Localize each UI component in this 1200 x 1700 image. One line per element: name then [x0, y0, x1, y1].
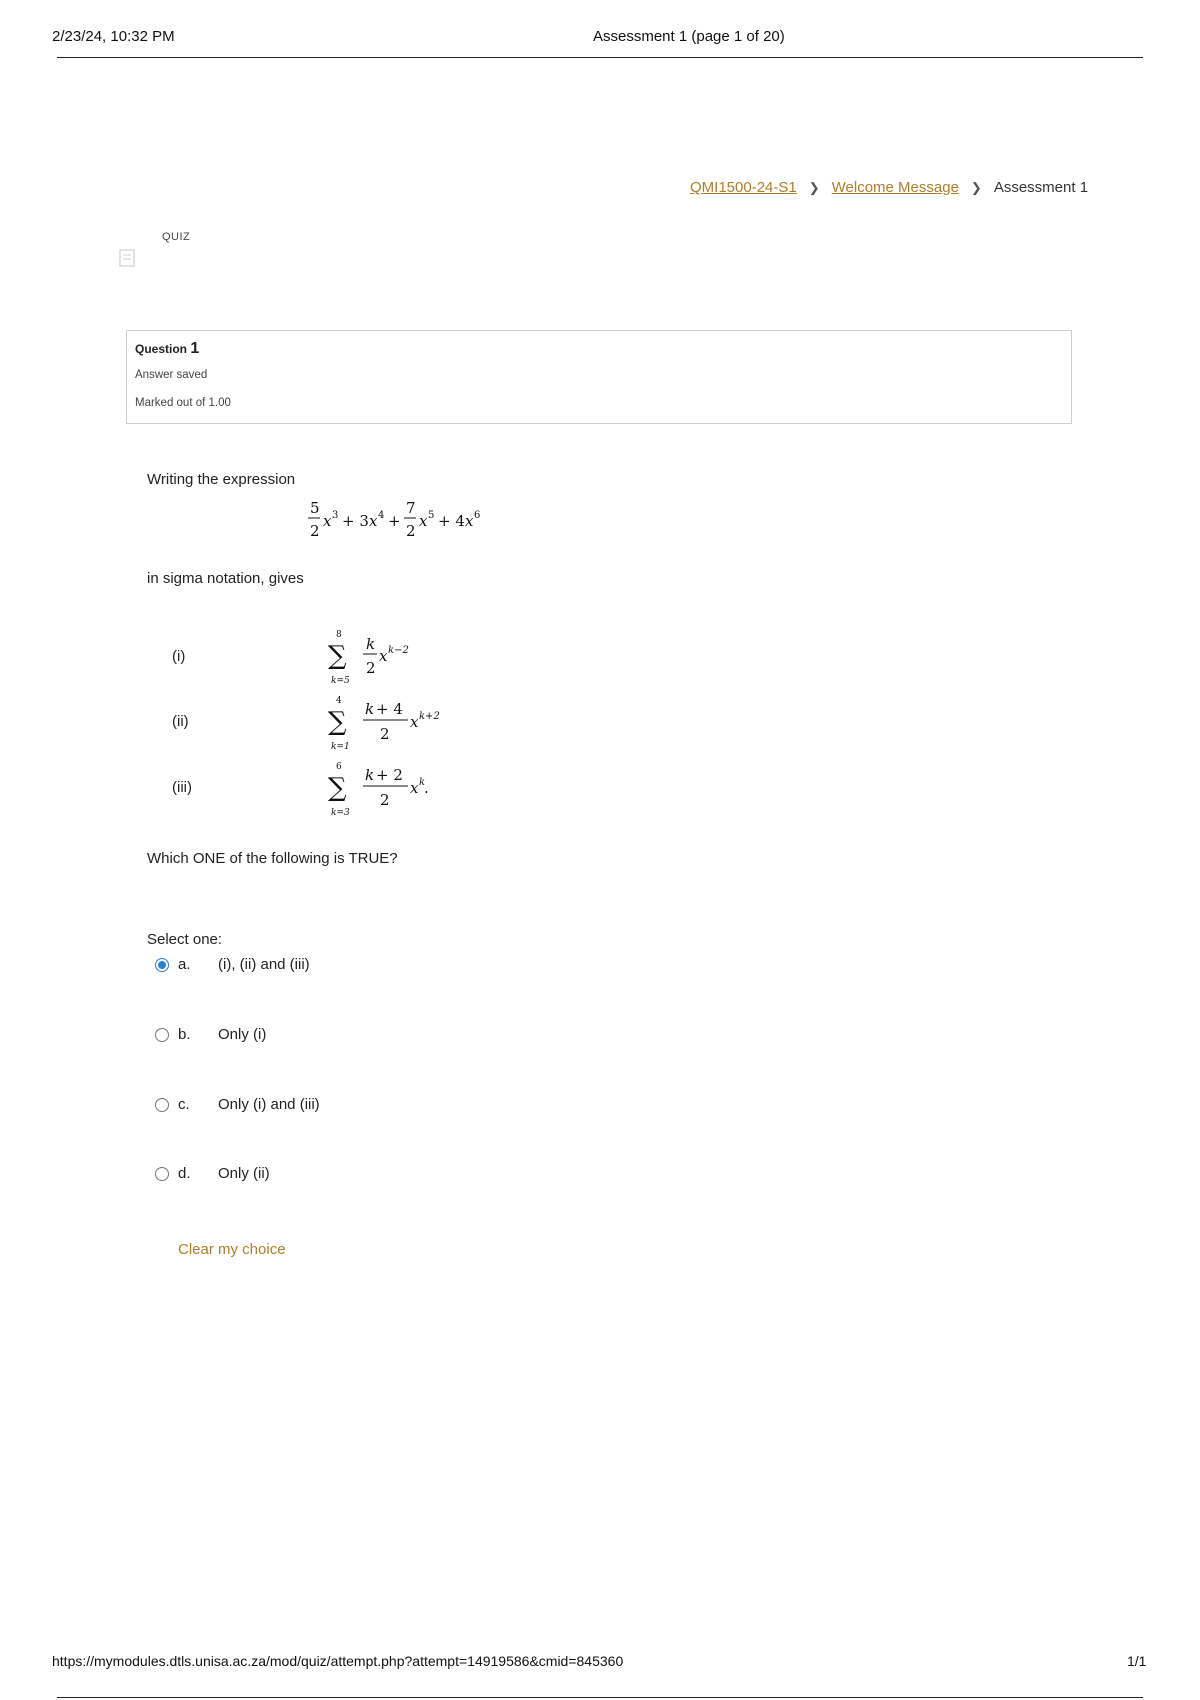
- svg-text:k=3: k=3: [331, 808, 350, 818]
- svg-text:x: x: [465, 512, 474, 530]
- option-letter-a: a.: [178, 956, 191, 973]
- chevron-right-icon: ❯: [808, 179, 820, 195]
- answer-option-a[interactable]: [155, 956, 310, 973]
- radio-button-c[interactable]: [155, 1098, 169, 1112]
- svg-text:+ 4: + 4: [376, 700, 403, 718]
- option-text-b: Only (i): [218, 1026, 267, 1043]
- svg-text:k=5: k=5: [331, 676, 350, 686]
- question-prompt: Which ONE of the following is TRUE?: [147, 850, 398, 867]
- svg-text:7: 7: [406, 499, 416, 517]
- option-letter-b: b.: [178, 1026, 191, 1043]
- svg-text:k: k: [419, 777, 426, 788]
- breadcrumb-course-link[interactable]: QMI1500-24-S1: [690, 179, 797, 196]
- svg-text:x: x: [369, 512, 378, 530]
- svg-text:k: k: [365, 700, 375, 718]
- svg-text:2: 2: [380, 791, 390, 809]
- question-info-box: [126, 330, 1072, 424]
- svg-text:x: x: [379, 647, 388, 665]
- question-intro: Writing the expression: [147, 471, 296, 488]
- svg-text:k: k: [365, 766, 375, 784]
- question-status: Answer saved: [135, 369, 208, 381]
- option-text-c: Only (i) and (iii): [218, 1096, 320, 1113]
- print-page-title: Assessment 1 (page 1 of 20): [593, 28, 785, 45]
- svg-text:2: 2: [310, 522, 320, 540]
- svg-text:5: 5: [310, 499, 320, 517]
- statement-label-i: (i): [172, 648, 186, 665]
- svg-text:6: 6: [474, 510, 481, 521]
- svg-text:k−2: k−2: [388, 645, 409, 656]
- svg-text:5: 5: [428, 510, 435, 521]
- print-url: https://mymodules.dtls.unisa.ac.za/mod/quiz/attempt.php?attempt=14919586&cmid=845360: [52, 1653, 624, 1669]
- option-text-a: (i), (ii) and (iii): [218, 956, 310, 973]
- radio-button-b[interactable]: [155, 1028, 169, 1042]
- quiz-icon: [118, 248, 138, 268]
- svg-text:k=1: k=1: [331, 742, 350, 752]
- breadcrumb: [690, 179, 1088, 196]
- svg-text:2: 2: [380, 725, 390, 743]
- statement-label-ii: (ii): [172, 713, 189, 730]
- svg-text:x: x: [410, 779, 419, 797]
- svg-text:2: 2: [366, 659, 376, 677]
- breadcrumb-section-link[interactable]: Welcome Message: [831, 179, 959, 196]
- svg-text:4: 4: [378, 510, 385, 521]
- option-letter-d: d.: [178, 1165, 191, 1182]
- radio-button-a[interactable]: [155, 958, 169, 972]
- expression: [306, 496, 536, 546]
- statement-sum-iii: [328, 760, 458, 820]
- question-marks: Marked out of 1.00: [135, 397, 231, 409]
- svg-text:x: x: [323, 512, 332, 530]
- footer-rule: [57, 1697, 1143, 1698]
- answer-option-c[interactable]: [155, 1096, 320, 1113]
- statement-sum-ii: [328, 694, 458, 754]
- svg-text:+ 4: + 4: [438, 512, 465, 530]
- svg-text:8: 8: [336, 630, 342, 640]
- breadcrumb-current: Assessment 1: [993, 179, 1089, 196]
- chevron-right-icon: ❯: [970, 179, 982, 195]
- svg-text:6: 6: [336, 762, 342, 772]
- question-number: 1: [190, 340, 200, 357]
- answer-option-b[interactable]: [155, 1026, 266, 1043]
- svg-text:+: +: [388, 512, 401, 530]
- svg-text:k+2: k+2: [419, 711, 440, 722]
- svg-text:∑: ∑: [328, 773, 347, 803]
- svg-text:3: 3: [332, 510, 339, 521]
- statement-label-iii: (iii): [172, 779, 192, 796]
- option-text-d: Only (ii): [218, 1165, 270, 1182]
- print-page-number: 1/1: [1127, 1653, 1147, 1669]
- print-datetime: 2/23/24, 10:32 PM: [52, 28, 175, 45]
- option-letter-c: c.: [178, 1096, 190, 1113]
- answer-option-d[interactable]: [155, 1165, 270, 1182]
- activity-type-label: QUIZ: [162, 231, 191, 243]
- svg-text:x: x: [410, 713, 419, 731]
- svg-text:∑: ∑: [328, 641, 347, 671]
- question-label: Question: [135, 342, 188, 356]
- svg-text:2: 2: [406, 522, 416, 540]
- svg-text:k: k: [366, 635, 376, 653]
- svg-text:+ 3: + 3: [342, 512, 369, 530]
- question-after-expression: in sigma notation, gives: [147, 570, 304, 587]
- radio-button-d[interactable]: [155, 1167, 169, 1181]
- svg-text:x: x: [419, 512, 428, 530]
- svg-text:4: 4: [336, 696, 342, 706]
- svg-text:+ 2: + 2: [376, 766, 403, 784]
- select-one-label: Select one:: [147, 931, 223, 948]
- svg-text:.: .: [424, 779, 429, 797]
- clear-choice-link[interactable]: Clear my choice: [178, 1241, 286, 1258]
- svg-text:∑: ∑: [328, 707, 347, 737]
- question-title: [135, 340, 199, 358]
- header-rule: [57, 57, 1143, 58]
- statement-sum-i: [328, 628, 438, 688]
